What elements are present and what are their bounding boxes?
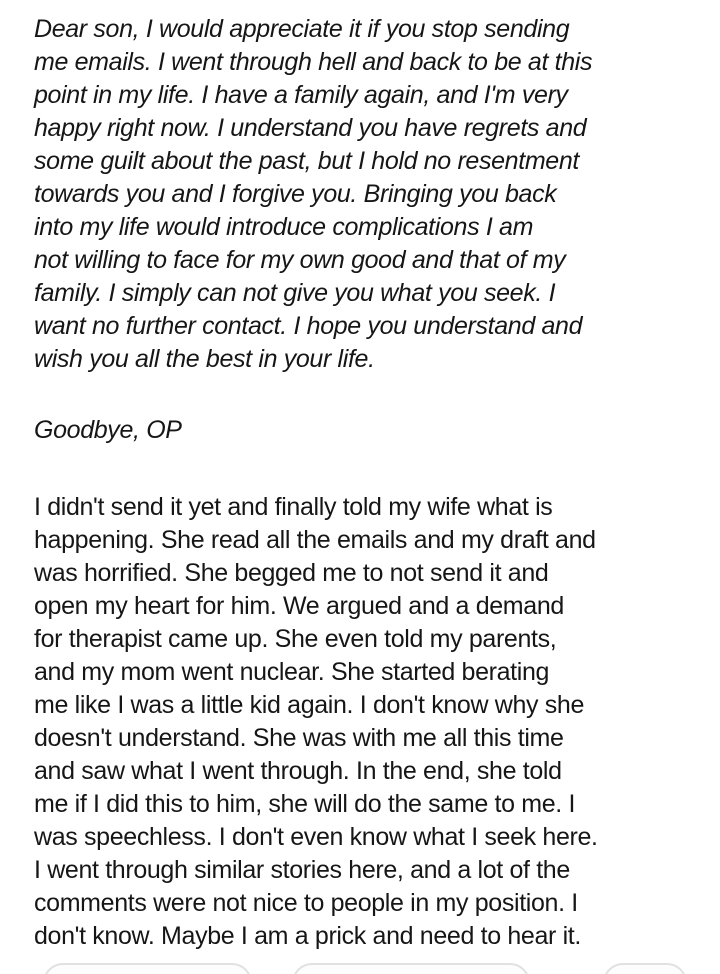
bottom-chips-row (0, 963, 720, 974)
post-body-paragraph (34, 491, 710, 953)
text-line: towards you and I forgive you. Bringing you back (34, 180, 557, 208)
action-chip-2[interactable] (292, 963, 530, 974)
action-chip-3[interactable] (603, 963, 687, 974)
text-line: me emails. I went through hell and back to be at this (34, 48, 593, 76)
quoted-letter-paragraph (34, 13, 710, 376)
text-line: I went through similar stories here, and a lot of the (34, 856, 570, 884)
action-chip-1[interactable] (43, 963, 252, 974)
text-line: happening. She read all the emails and my draft and (34, 526, 596, 554)
text-line: me like I was a little kid again. I don't know why she (34, 691, 585, 719)
text-line: and my mom went nuclear. She started berating (34, 658, 550, 686)
text-line: family. I simply can not give you what you seek. I (34, 279, 556, 307)
text-line: for therapist came up. She even told my parents, (34, 625, 557, 653)
text-line: point in my life. I have a family again, and I'm very (34, 81, 568, 109)
post-text-column (34, 13, 710, 953)
text-line: some guilt about the past, but I hold no resentment (34, 147, 580, 175)
text-line: want no further contact. I hope you understand and (34, 312, 583, 340)
text-line: was speechless. I don't even know what I seek here. (34, 823, 598, 851)
text-line: doesn't understand. She was with me all this time (34, 724, 564, 752)
text-line: me if I did this to him, she will do the same to me. I (34, 790, 576, 818)
text-line: don't know. Maybe I am a prick and need to hear it. (34, 922, 581, 950)
text-line: happy right now. I understand you have regrets and (34, 114, 587, 142)
text-line: wish you all the best in your life. (34, 345, 375, 373)
text-line: Dear son, I would appreciate it if you stop sending (34, 15, 570, 43)
text-line: I didn't send it yet and finally told my wife what is (34, 493, 553, 521)
letter-signoff: Goodbye, OP (34, 416, 182, 444)
text-line: comments were not nice to people in my position. I (34, 889, 578, 917)
text-line: open my heart for him. We argued and a demand (34, 592, 564, 620)
text-line: was horrified. She begged me to not send it and (34, 559, 549, 587)
text-line: into my life would introduce complications I am (34, 213, 534, 241)
text-line: not willing to face for my own good and that of my (34, 246, 566, 274)
text-line: and saw what I went through. In the end, she told (34, 757, 562, 785)
